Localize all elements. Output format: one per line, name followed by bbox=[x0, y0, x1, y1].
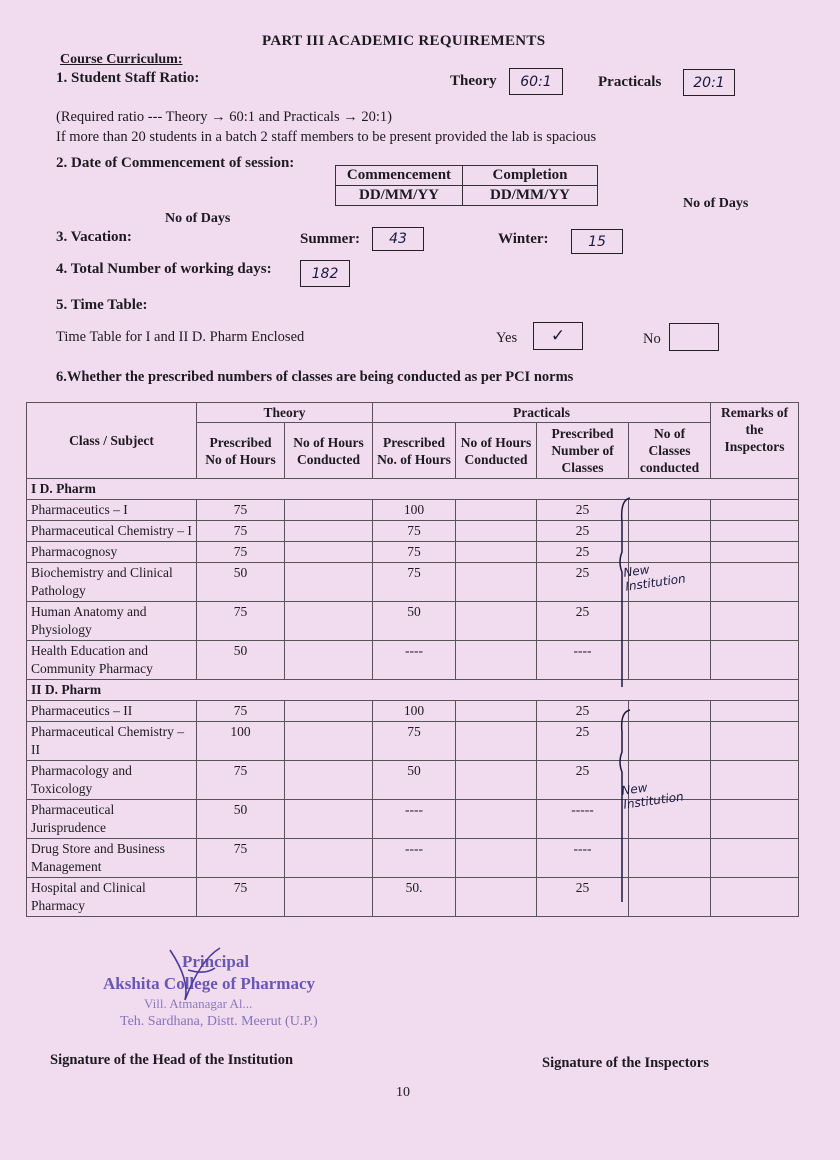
student-staff-ratio-label: 1. Student Staff Ratio: bbox=[56, 70, 200, 86]
signature-inspectors-label: Signature of the Inspectors bbox=[542, 1055, 709, 1071]
winter-box bbox=[571, 229, 623, 254]
subject-cell: Human Anatomy and Physiology bbox=[27, 602, 197, 641]
theory-ratio-value: 60:1 bbox=[520, 73, 552, 90]
practical-conducted-cell bbox=[456, 878, 537, 917]
yes-checkbox[interactable] bbox=[533, 322, 583, 350]
no-of-days-right-label: No of Days bbox=[683, 196, 749, 211]
working-days-label: 4. Total Number of working days: bbox=[56, 261, 272, 277]
subject-cell: Pharmaceutical Chemistry – I bbox=[27, 521, 197, 542]
theory-hours-cell: 75 bbox=[197, 761, 285, 800]
classes-conducted-cell bbox=[629, 878, 711, 917]
practical-hours-cell: ---- bbox=[373, 839, 456, 878]
subject-cell: Pharmacology and Toxicology bbox=[27, 761, 197, 800]
session-dates-table bbox=[335, 165, 598, 206]
practical-conducted-cell bbox=[456, 839, 537, 878]
prescribed-classes-cell: 25 bbox=[537, 722, 629, 761]
table-row bbox=[27, 641, 799, 680]
theory-hours-cell: 100 bbox=[197, 722, 285, 761]
practical-conducted-cell bbox=[456, 701, 537, 722]
stamp-principal: Principal bbox=[182, 952, 250, 971]
practical-conducted-cell bbox=[456, 800, 537, 839]
header-class-subject: Class / Subject bbox=[27, 403, 197, 479]
remarks-cell bbox=[711, 542, 799, 563]
theory-hours-cell: 50 bbox=[197, 563, 285, 602]
section-row bbox=[27, 680, 799, 701]
signature-scribble bbox=[160, 940, 230, 1010]
winter-value: 15 bbox=[588, 233, 606, 250]
classes-table bbox=[26, 402, 799, 917]
header-prescribed-hours: Prescribed No of Hours bbox=[197, 423, 285, 479]
subject-cell: Pharmaceutical Jurisprudence bbox=[27, 800, 197, 839]
check-mark-icon: ✓ bbox=[550, 326, 566, 346]
table-row bbox=[27, 839, 799, 878]
theory-hours-cell: 75 bbox=[197, 701, 285, 722]
remarks-cell bbox=[711, 722, 799, 761]
remarks-cell bbox=[711, 800, 799, 839]
subject-cell: Hospital and Clinical Pharmacy bbox=[27, 878, 197, 917]
working-days-value: 182 bbox=[311, 265, 339, 282]
header-prescribed-classes: Prescribed Number of Classes bbox=[537, 423, 629, 479]
theory-hours-cell: 75 bbox=[197, 500, 285, 521]
subject-cell: Pharmacognosy bbox=[27, 542, 197, 563]
practicals-ratio-box bbox=[683, 69, 735, 96]
practical-conducted-cell bbox=[456, 563, 537, 602]
bracket-1 bbox=[620, 498, 630, 687]
prescribed-classes-cell: 25 bbox=[537, 563, 629, 602]
practical-hours-cell: 75 bbox=[373, 563, 456, 602]
bracket-2 bbox=[620, 710, 630, 902]
prescribed-classes-cell: ---- bbox=[537, 641, 629, 680]
prescribed-classes-cell: ---- bbox=[537, 839, 629, 878]
table-row bbox=[27, 500, 799, 521]
prescribed-classes-cell: 25 bbox=[537, 602, 629, 641]
theory-conducted-cell bbox=[285, 701, 373, 722]
table-row bbox=[27, 878, 799, 917]
stamp-address-2: Teh. Sardhana, Distt. Meerut (U.P.) bbox=[120, 1014, 318, 1029]
theory-hours-cell: 50 bbox=[197, 800, 285, 839]
prescribed-classes-cell: 25 bbox=[537, 878, 629, 917]
theory-ratio-box bbox=[509, 68, 563, 95]
theory-conducted-cell bbox=[285, 839, 373, 878]
practical-hours-cell: 75 bbox=[373, 521, 456, 542]
page-title: PART III ACADEMIC REQUIREMENTS bbox=[262, 33, 546, 49]
summer-value: 43 bbox=[389, 231, 407, 247]
stamp-college-name: Akshita College of Pharmacy bbox=[103, 974, 316, 993]
practical-conducted-cell bbox=[456, 542, 537, 563]
no-of-days-label: No of Days bbox=[165, 211, 231, 226]
prescribed-classes-cell: 25 bbox=[537, 500, 629, 521]
theory-hours-cell: 75 bbox=[197, 542, 285, 563]
page-number: 10 bbox=[396, 1085, 410, 1100]
practical-conducted-cell bbox=[456, 602, 537, 641]
theory-hours-cell: 75 bbox=[197, 602, 285, 641]
prescribed-classes-cell: ----- bbox=[537, 800, 629, 839]
prescribed-classes-cell: 25 bbox=[537, 761, 629, 800]
subject-cell: Pharmaceutics – II bbox=[27, 701, 197, 722]
theory-conducted-cell bbox=[285, 500, 373, 521]
theory-conducted-cell bbox=[285, 563, 373, 602]
table-row bbox=[27, 722, 799, 761]
subject-cell: Pharmaceutical Chemistry – II bbox=[27, 722, 197, 761]
classes-conducted-cell bbox=[629, 521, 711, 542]
remarks-cell bbox=[711, 602, 799, 641]
time-table-label: 5. Time Table: bbox=[56, 297, 148, 313]
theory-conducted-cell bbox=[285, 602, 373, 641]
no-checkbox[interactable] bbox=[669, 323, 719, 351]
practical-hours-cell: 50 bbox=[373, 602, 456, 641]
table-row bbox=[27, 800, 799, 839]
remarks-cell bbox=[711, 641, 799, 680]
practical-hours-cell: 50. bbox=[373, 878, 456, 917]
prescribed-classes-cell: 25 bbox=[537, 701, 629, 722]
theory-ratio-label: Theory bbox=[450, 73, 497, 89]
remarks-cell bbox=[711, 878, 799, 917]
no-label: No bbox=[643, 331, 661, 347]
vacation-label: 3. Vacation: bbox=[56, 229, 132, 245]
theory-conducted-cell bbox=[285, 521, 373, 542]
required-ratio-text: (Required ratio --- Theory → 60:1 and Practicals → 20:1) bbox=[56, 109, 392, 125]
subject-cell: Biochemistry and Clinical Pathology bbox=[27, 563, 197, 602]
working-days-box bbox=[300, 260, 350, 287]
yes-label: Yes bbox=[496, 330, 518, 346]
completion-header: Completion bbox=[463, 166, 598, 186]
table-row bbox=[27, 602, 799, 641]
prescribed-classes-cell: 25 bbox=[537, 521, 629, 542]
practical-hours-cell: 100 bbox=[373, 500, 456, 521]
classes-conducted-cell bbox=[629, 722, 711, 761]
subject-cell: Pharmaceutics – I bbox=[27, 500, 197, 521]
header-remarks: Remarks of the Inspectors bbox=[711, 403, 799, 479]
remarks-cell bbox=[711, 839, 799, 878]
practical-hours-cell: 75 bbox=[373, 722, 456, 761]
handwritten-note-2: New Institution bbox=[620, 780, 685, 812]
remarks-cell bbox=[711, 563, 799, 602]
winter-label: Winter: bbox=[498, 231, 549, 247]
summer-label: Summer: bbox=[300, 231, 360, 247]
commencement-value: DD/MM/YY bbox=[336, 186, 463, 206]
table-row bbox=[27, 701, 799, 722]
header-classes-conducted: No of Classes conducted bbox=[629, 423, 711, 479]
theory-conducted-cell bbox=[285, 641, 373, 680]
practical-hours-cell: 100 bbox=[373, 701, 456, 722]
classes-conducted-cell bbox=[629, 701, 711, 722]
theory-hours-cell: 75 bbox=[197, 878, 285, 917]
time-table-text: Time Table for I and II D. Pharm Enclosed bbox=[56, 329, 305, 345]
handwritten-note-1: New Institution bbox=[622, 562, 687, 594]
theory-conducted-cell bbox=[285, 878, 373, 917]
theory-conducted-cell bbox=[285, 542, 373, 563]
batch-note-text: If more than 20 students in a batch 2 staff members to be present provided the lab is spacious bbox=[56, 129, 597, 145]
theory-conducted-cell bbox=[285, 761, 373, 800]
practical-hours-cell: ---- bbox=[373, 800, 456, 839]
table-row bbox=[27, 521, 799, 542]
remarks-cell bbox=[711, 521, 799, 542]
signature-head-label: Signature of the Head of the Institution bbox=[50, 1052, 294, 1068]
theory-hours-cell: 75 bbox=[197, 521, 285, 542]
course-curriculum-heading: Course Curriculum: bbox=[60, 52, 183, 67]
header-hours-conducted-practical: No of Hours Conducted bbox=[456, 423, 537, 479]
theory-conducted-cell bbox=[285, 722, 373, 761]
remarks-cell bbox=[711, 701, 799, 722]
remarks-cell bbox=[711, 761, 799, 800]
practical-conducted-cell bbox=[456, 761, 537, 800]
practical-hours-cell: 75 bbox=[373, 542, 456, 563]
theory-hours-cell: 75 bbox=[197, 839, 285, 878]
practical-conducted-cell bbox=[456, 641, 537, 680]
pci-norms-label: 6.Whether the prescribed numbers of classes are being conducted as per PCI norms bbox=[56, 369, 574, 385]
prescribed-classes-cell: 25 bbox=[537, 542, 629, 563]
theory-hours-cell: 50 bbox=[197, 641, 285, 680]
signature-stroke bbox=[170, 948, 220, 1000]
section-title: II D. Pharm bbox=[27, 680, 799, 701]
theory-conducted-cell bbox=[285, 800, 373, 839]
practicals-ratio-value: 20:1 bbox=[693, 74, 725, 91]
practical-hours-cell: ---- bbox=[373, 641, 456, 680]
classes-conducted-cell bbox=[629, 602, 711, 641]
classes-conducted-cell bbox=[629, 500, 711, 521]
classes-conducted-cell bbox=[629, 641, 711, 680]
date-commencement-label: 2. Date of Commencement of session: bbox=[56, 155, 295, 171]
practical-conducted-cell bbox=[456, 722, 537, 761]
practical-conducted-cell bbox=[456, 500, 537, 521]
completion-value: DD/MM/YY bbox=[463, 186, 598, 206]
header-prescribed-hours-practical: Prescribed No. of Hours bbox=[373, 423, 456, 479]
practicals-ratio-label: Practicals bbox=[598, 74, 662, 90]
header-hours-conducted: No of Hours Conducted bbox=[285, 423, 373, 479]
subject-cell: Drug Store and Business Management bbox=[27, 839, 197, 878]
stamp-address-1: Vill. Atmanagar Al... bbox=[144, 996, 253, 1011]
subject-cell: Health Education and Community Pharmacy bbox=[27, 641, 197, 680]
practical-hours-cell: 50 bbox=[373, 761, 456, 800]
summer-box bbox=[372, 227, 424, 251]
section-title: I D. Pharm bbox=[27, 479, 799, 500]
header-practicals: Practicals bbox=[373, 403, 711, 423]
header-theory: Theory bbox=[197, 403, 373, 423]
commencement-header: Commencement bbox=[336, 166, 463, 186]
remarks-cell bbox=[711, 500, 799, 521]
bracket-marks bbox=[612, 492, 636, 912]
practical-conducted-cell bbox=[456, 521, 537, 542]
section-row bbox=[27, 479, 799, 500]
classes-conducted-cell bbox=[629, 839, 711, 878]
